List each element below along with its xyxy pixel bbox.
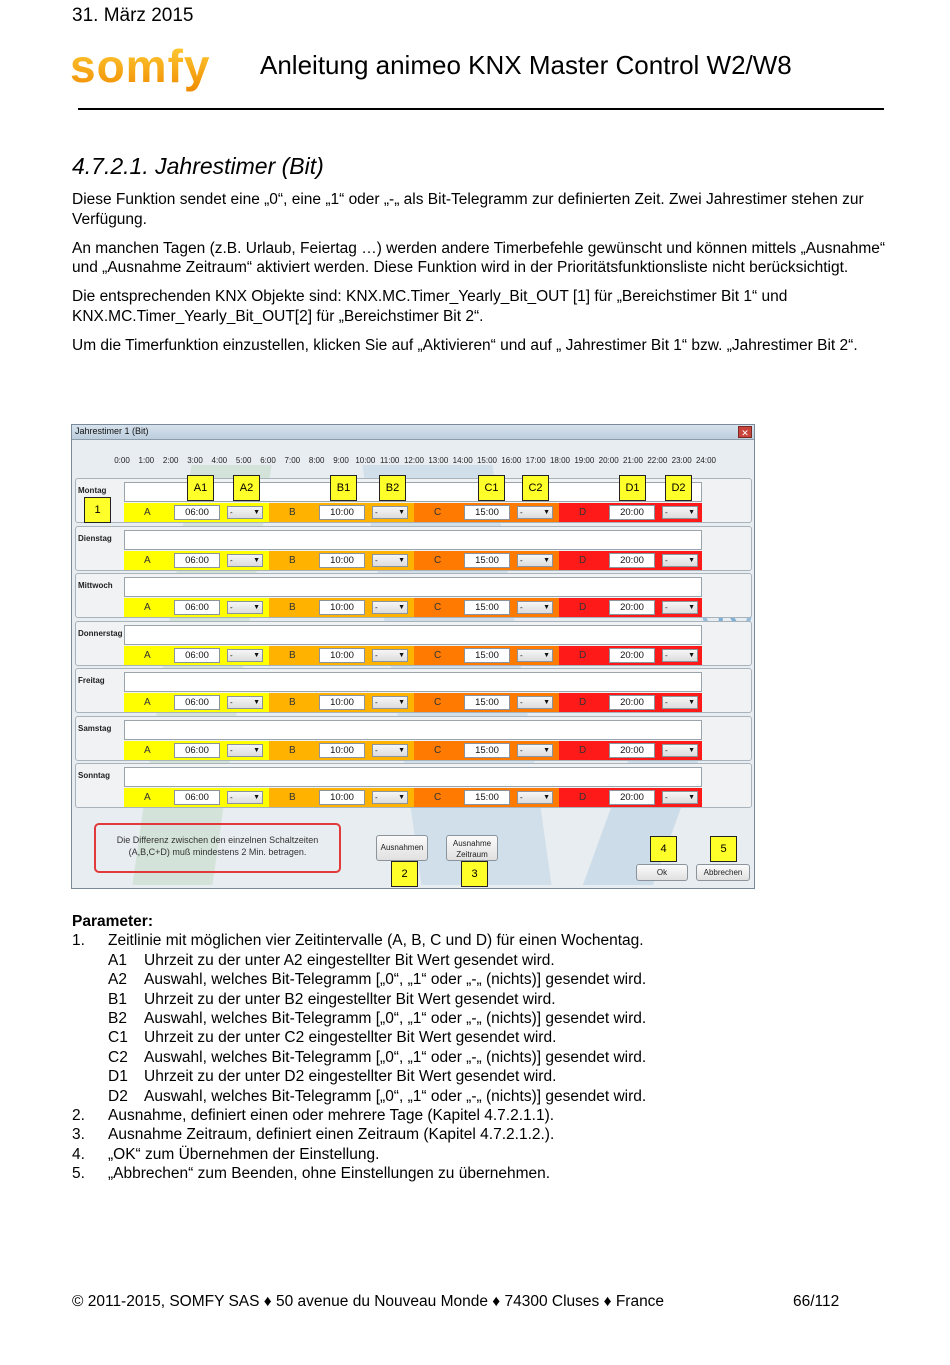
segment-letter: C — [434, 649, 442, 661]
segment-letter: D — [579, 507, 587, 518]
hour-label: 1:00 — [138, 456, 155, 465]
subitem-text: Uhrzeit zu der unter B2 eingestellter Bit Wert gesendet wird. — [144, 990, 556, 1008]
hour-label: 7:00 — [284, 456, 301, 465]
select-value: - — [375, 745, 378, 755]
svg-text:somfy: somfy — [70, 40, 211, 92]
segment-letter: B — [289, 744, 296, 756]
select-value: - — [665, 555, 668, 565]
segment-b — [269, 503, 414, 522]
segment-d — [559, 646, 702, 665]
time-difference-note — [94, 823, 341, 873]
bit-select[interactable] — [227, 696, 263, 709]
bit-select[interactable] — [517, 554, 553, 567]
hour-label: 22:00 — [647, 456, 668, 465]
select-value: - — [665, 508, 668, 517]
segment-a — [124, 551, 269, 570]
segment-letter: D — [579, 554, 587, 566]
item-text: Zeitlinie mit möglichen vier Zeitintervalle (A, B, C und D) für einen Wochentag. — [108, 932, 644, 950]
timeline-bar[interactable] — [124, 672, 702, 692]
bit-select[interactable] — [517, 649, 553, 662]
day-label: Samstag — [78, 723, 112, 733]
chevron-down-icon: ▼ — [253, 651, 260, 659]
segment-a — [124, 598, 269, 617]
chevron-down-icon: ▼ — [398, 699, 405, 706]
abbrechen-button[interactable]: Abbrechen — [696, 864, 750, 881]
hour-label: 21:00 — [622, 456, 644, 465]
select-value: - — [520, 793, 523, 802]
time-input[interactable]: 15:00 — [464, 743, 510, 758]
subitem-text: Uhrzeit zu der unter D2 eingestellter Bit Wert gesendet wird. — [144, 1068, 557, 1086]
time-input[interactable]: 06:00 — [174, 648, 220, 663]
chevron-down-icon: ▼ — [688, 651, 695, 659]
parameter-item — [72, 1145, 892, 1164]
chevron-down-icon: ▼ — [398, 651, 405, 659]
timeline-bar[interactable] — [124, 720, 702, 740]
time-input[interactable]: 06:00 — [174, 600, 220, 615]
segment-letter: A — [144, 602, 151, 613]
segment-a — [124, 646, 269, 665]
chevron-down-icon: ▼ — [688, 509, 695, 516]
select-value: - — [665, 745, 668, 755]
paragraph: Diese Funktion sendet eine „0“, eine „1“ oder „-„ als Bit-Telegramm zur definierten Zeit. Zwei Jahrestimer stehen zur Verfügung. — [72, 191, 864, 228]
parameter-subitem — [72, 970, 892, 989]
parameter-item — [72, 1125, 892, 1144]
ausnahmen-button[interactable]: Ausnahmen — [376, 835, 428, 861]
item-text: „OK“ zum Übernehmen der Einstellung. — [108, 1145, 380, 1163]
chevron-down-icon: ▼ — [253, 746, 260, 754]
bit-select[interactable] — [372, 506, 408, 519]
segment-c — [414, 598, 559, 617]
bit-select[interactable] — [662, 601, 698, 614]
chevron-down-icon: ▼ — [253, 699, 260, 706]
time-input[interactable]: 06:00 — [174, 790, 220, 805]
segment-letter: C — [434, 744, 442, 756]
segment-letter: C — [434, 792, 442, 803]
day-row — [75, 763, 752, 810]
bit-select[interactable] — [662, 506, 698, 519]
document-title: Anleitung animeo KNX Master Control W2/W8 — [260, 50, 792, 80]
parameter-subitem — [72, 1028, 892, 1047]
segment-letter: B — [289, 649, 296, 661]
segment-letter: B — [289, 602, 296, 613]
item-text: Ausnahme Zeitraum, definiert einen Zeitraum (Kapitel 4.7.2.1.2.). — [108, 1126, 555, 1144]
select-value: - — [230, 603, 233, 612]
time-input[interactable]: 06:00 — [174, 743, 220, 758]
time-input[interactable]: 20:00 — [609, 505, 655, 520]
time-input[interactable]: 20:00 — [609, 743, 655, 758]
bit-select[interactable] — [372, 554, 408, 567]
day-label: Mittwoch — [78, 581, 113, 590]
chevron-down-icon: ▼ — [543, 651, 550, 659]
item-number: 1. — [72, 932, 85, 950]
time-input[interactable]: 20:00 — [609, 600, 655, 615]
segment-letter: B — [289, 697, 296, 708]
bit-select[interactable] — [227, 601, 263, 614]
select-value: - — [230, 650, 233, 660]
parameter-list — [72, 912, 892, 1183]
chevron-down-icon: ▼ — [253, 604, 260, 611]
hour-label: 16:00 — [501, 456, 522, 465]
time-input[interactable]: 15:00 — [464, 790, 510, 805]
hour-label: 5:00 — [235, 456, 252, 465]
callout-5: 5 — [710, 836, 737, 862]
time-input[interactable]: 10:00 — [319, 648, 365, 663]
hour-label: 6:00 — [260, 456, 276, 465]
time-input[interactable]: 20:00 — [609, 648, 655, 663]
segment-letter: A — [144, 507, 151, 518]
segment-a — [124, 788, 269, 807]
select-value: - — [375, 555, 378, 565]
segment-letter: D — [579, 792, 587, 803]
chevron-down-icon: ▼ — [398, 556, 405, 564]
segment-letter: A — [144, 744, 151, 756]
day-label: Donnerstag — [78, 628, 123, 638]
header-rule — [78, 108, 884, 110]
segment-c — [414, 646, 559, 665]
segment-letter: B — [289, 792, 296, 803]
timeline-bar[interactable] — [124, 530, 702, 550]
segment-c — [414, 503, 559, 522]
segment-letter: C — [434, 507, 442, 518]
select-value: - — [520, 650, 523, 660]
hour-label: 18:00 — [549, 456, 571, 465]
segment-d — [559, 503, 702, 522]
callout-4: 4 — [650, 836, 677, 862]
select-value: - — [230, 793, 233, 802]
callout-2: 2 — [391, 861, 418, 887]
time-input[interactable]: 15:00 — [464, 505, 510, 520]
segment-letter: A — [144, 697, 151, 708]
hour-label: 19:00 — [574, 456, 595, 465]
bit-select[interactable] — [517, 506, 553, 519]
bit-select[interactable] — [372, 601, 408, 614]
hour-scale — [72, 456, 754, 468]
bit-select[interactable] — [227, 506, 263, 519]
hour-label: 12:00 — [403, 456, 425, 465]
select-value: - — [665, 603, 668, 612]
segment-b — [269, 788, 414, 807]
bit-select[interactable] — [517, 744, 553, 757]
item-number: 2. — [72, 1106, 85, 1124]
hour-label: 0:00 — [114, 456, 130, 465]
chevron-down-icon: ▼ — [543, 509, 550, 516]
bit-select[interactable] — [662, 744, 698, 757]
bit-select[interactable] — [227, 649, 263, 662]
select-value: - — [375, 650, 378, 660]
callout-a2: A2 — [233, 475, 260, 501]
chevron-down-icon: ▼ — [253, 794, 260, 801]
hour-label: 9:00 — [333, 456, 349, 465]
bit-select[interactable] — [517, 791, 553, 804]
parameter-subitem — [72, 1087, 892, 1106]
day-label: Dienstag — [78, 533, 112, 543]
chevron-down-icon: ▼ — [543, 556, 550, 564]
note-line: (A,B,C+D) muß mindestens 2 Min. betragen. — [128, 847, 307, 857]
time-input[interactable]: 15:00 — [464, 695, 510, 710]
chevron-down-icon: ▼ — [543, 746, 550, 754]
window-titlebar — [72, 425, 754, 440]
select-value: - — [520, 508, 523, 517]
bit-select[interactable] — [372, 649, 408, 662]
hour-label: 24:00 — [695, 456, 717, 465]
chevron-down-icon: ▼ — [398, 604, 405, 611]
hour-label: 13:00 — [428, 456, 449, 465]
timer-window-screenshot — [71, 424, 755, 889]
bit-select[interactable] — [517, 601, 553, 614]
somfy-logo — [68, 40, 240, 94]
parameter-heading: Parameter: — [72, 913, 153, 930]
parameter-subitem — [72, 1048, 892, 1067]
segment-b — [269, 693, 414, 712]
day-label: Sonntag — [78, 771, 110, 780]
segment-letter: B — [289, 554, 296, 566]
time-input[interactable]: 10:00 — [319, 553, 365, 568]
select-value: - — [375, 793, 378, 802]
footer-address: © 2011-2015, SOMFY SAS ♦ 50 avenue du Nouveau Monde ♦ 74300 Cluses ♦ France — [72, 1293, 665, 1310]
close-icon[interactable]: ✕ — [738, 426, 752, 438]
select-value: - — [375, 698, 378, 707]
segment-d — [559, 788, 702, 807]
item-number: 3. — [72, 1126, 85, 1144]
bit-select[interactable] — [227, 791, 263, 804]
segment-d — [559, 693, 702, 712]
callout-a1: A1 — [187, 475, 214, 501]
day-label: Montag — [78, 486, 107, 495]
time-input[interactable]: 06:00 — [174, 695, 220, 710]
hour-label: 2:00 — [162, 456, 179, 465]
select-value: - — [375, 603, 378, 612]
chevron-down-icon: ▼ — [253, 556, 260, 564]
segment-d — [559, 598, 702, 617]
time-input[interactable]: 20:00 — [609, 695, 655, 710]
select-value: - — [520, 555, 523, 565]
parameter-subitem — [72, 1009, 892, 1028]
subitem-code: D2 — [108, 1087, 128, 1105]
bit-select[interactable] — [662, 649, 698, 662]
segment-c — [414, 788, 559, 807]
hour-label: 8:00 — [308, 456, 325, 465]
segment-letter: C — [434, 602, 442, 613]
button-label: Ausnahme — [452, 839, 492, 848]
window-title: Jahrestimer 1 (Bit) — [75, 426, 149, 436]
segment-a — [124, 503, 269, 522]
item-text: „Abbrechen“ zum Beenden, ohne Einstellungen zu übernehmen. — [108, 1165, 551, 1183]
paragraph: Um die Timerfunktion einzustellen, klicken Sie auf „Aktivieren“ und auf „ Jahrestimer Bit 1“ bzw. „Jahrestimer Bit 2“. — [72, 336, 858, 354]
time-input[interactable]: 10:00 — [319, 505, 365, 520]
time-input[interactable]: 10:00 — [319, 743, 365, 758]
button-label: Zeitraum — [456, 850, 488, 859]
hour-label: 15:00 — [476, 456, 498, 465]
select-value: - — [230, 508, 233, 517]
select-value: - — [375, 508, 378, 517]
callout-1: 1 — [84, 497, 111, 523]
day-row — [75, 478, 752, 525]
parameter-item — [72, 931, 892, 950]
hour-label: 17:00 — [525, 456, 546, 465]
time-input[interactable]: 06:00 — [174, 505, 220, 520]
segment-letter: A — [144, 792, 151, 803]
chevron-down-icon: ▼ — [543, 604, 550, 611]
subitem-code: C2 — [108, 1048, 128, 1066]
subitem-code: A1 — [108, 951, 127, 969]
paragraph: Die entsprechenden KNX Objekte sind: KNX.MC.Timer_Yearly_Bit_OUT [1] für „Bereichstimer Bit 1“ und KNX.MC.Timer_Yearly_Bit_OUT[2] für „Bereichstimer Bit 2“. — [72, 288, 788, 325]
segment-letter: A — [144, 554, 151, 566]
select-value: - — [520, 603, 523, 612]
time-input[interactable]: 10:00 — [319, 790, 365, 805]
callout-b2: B2 — [379, 475, 406, 501]
chevron-down-icon: ▼ — [543, 794, 550, 801]
bit-select[interactable] — [372, 696, 408, 709]
chevron-down-icon: ▼ — [253, 509, 260, 516]
segment-letter: A — [144, 649, 151, 661]
subitem-code: B2 — [108, 1009, 127, 1027]
parameter-subitem — [72, 951, 892, 970]
segment-d — [559, 551, 702, 570]
segment-d — [559, 741, 702, 760]
hour-label: 20:00 — [598, 456, 619, 465]
subitem-text: Auswahl, welches Bit-Telegramm [„0“, „1“ oder „-„ (nichts)] gesendet wird. — [144, 1087, 647, 1105]
day-row — [75, 716, 752, 763]
document-date: 31. März 2015 — [72, 5, 194, 26]
chevron-down-icon: ▼ — [543, 699, 550, 706]
bit-select[interactable] — [372, 791, 408, 804]
segment-c — [414, 693, 559, 712]
hour-label: 4:00 — [211, 456, 228, 465]
callout-3: 3 — [461, 861, 488, 887]
time-input[interactable]: 15:00 — [464, 648, 510, 663]
select-value: - — [230, 698, 233, 707]
parameter-subitem — [72, 1067, 892, 1086]
select-value: - — [520, 745, 523, 755]
subitem-code: C1 — [108, 1029, 128, 1047]
callout-b1: B1 — [330, 475, 357, 501]
parameter-item — [72, 1164, 892, 1183]
segment-letter: C — [434, 554, 442, 566]
time-input[interactable]: 15:00 — [464, 553, 510, 568]
hour-label: 3:00 — [187, 456, 203, 465]
bit-select[interactable] — [662, 696, 698, 709]
segment-letter: B — [289, 507, 296, 518]
chevron-down-icon: ▼ — [688, 604, 695, 611]
segment-c — [414, 551, 559, 570]
segment-letter: D — [579, 649, 587, 661]
time-input[interactable]: 15:00 — [464, 600, 510, 615]
callout-c1: C1 — [478, 475, 505, 501]
subitem-text: Uhrzeit zu der unter C2 eingestellter Bit Wert gesendet wird. — [144, 1029, 557, 1047]
chevron-down-icon: ▼ — [688, 699, 695, 706]
select-value: - — [230, 555, 233, 565]
day-label: Freitag — [78, 676, 105, 685]
paragraph: An manchen Tagen (z.B. Urlaub, Feiertag …) werden andere Timerbefehle gewünscht und können mittels „Ausnahme“ und „Ausnahme Zeitraum“ aktiviert werden. Diese Funktion wird in der Prioritätsfunktionsliste nicht berücksichtigt. — [72, 239, 886, 276]
subitem-code: A2 — [108, 971, 127, 989]
chevron-down-icon: ▼ — [398, 746, 405, 754]
hour-label: 10:00 — [355, 456, 376, 465]
timeline-bar[interactable] — [124, 767, 702, 787]
segment-a — [124, 693, 269, 712]
time-input[interactable]: 20:00 — [609, 553, 655, 568]
chevron-down-icon: ▼ — [398, 509, 405, 516]
segment-c — [414, 741, 559, 760]
select-value: - — [520, 698, 523, 707]
segment-letter: D — [579, 602, 587, 613]
callout-d1: D1 — [619, 475, 646, 501]
segment-a — [124, 741, 269, 760]
body-text — [72, 190, 887, 365]
segment-letter: C — [434, 697, 442, 708]
bit-select[interactable] — [662, 554, 698, 567]
bit-select[interactable] — [227, 744, 263, 757]
item-number: 4. — [72, 1145, 85, 1163]
parameter-subitem — [72, 990, 892, 1009]
callout-c2: C2 — [522, 475, 549, 501]
day-row — [75, 668, 752, 715]
bit-select[interactable] — [517, 696, 553, 709]
segment-letter: D — [579, 697, 587, 708]
callout-d2: D2 — [665, 475, 692, 501]
hour-label: 23:00 — [671, 456, 692, 465]
bit-select[interactable] — [662, 791, 698, 804]
day-row — [75, 621, 752, 668]
timeline-bar[interactable] — [124, 625, 702, 645]
hour-label: 14:00 — [452, 456, 473, 465]
segment-letter: D — [579, 744, 587, 756]
segment-b — [269, 646, 414, 665]
segment-b — [269, 551, 414, 570]
time-input[interactable]: 20:00 — [609, 790, 655, 805]
subitem-text: Auswahl, welches Bit-Telegramm [„0“, „1“ oder „-„ (nichts)] gesendet wird. — [144, 971, 647, 989]
select-value: - — [230, 745, 233, 755]
time-input[interactable]: 10:00 — [319, 600, 365, 615]
bit-select[interactable] — [227, 554, 263, 567]
ok-button[interactable]: Ok — [636, 864, 688, 881]
segment-b — [269, 741, 414, 760]
item-number: 5. — [72, 1165, 85, 1183]
item-text: Ausnahme, definiert einen oder mehrere Tage (Kapitel 4.7.2.1.1). — [108, 1106, 555, 1124]
subitem-code: D1 — [108, 1068, 128, 1086]
subitem-text: Auswahl, welches Bit-Telegramm [„0“, „1“ oder „-„ (nichts)] gesendet wird. — [144, 1009, 647, 1027]
chevron-down-icon: ▼ — [688, 556, 695, 564]
section-title: 4.7.2.1. Jahrestimer (Bit) — [72, 153, 324, 179]
page-number: 66/112 — [793, 1293, 840, 1310]
parameter-item — [72, 1106, 892, 1125]
day-row — [75, 526, 752, 573]
segment-b — [269, 598, 414, 617]
subitem-text: Auswahl, welches Bit-Telegramm [„0“, „1“ oder „-„ (nichts)] gesendet wird. — [144, 1048, 647, 1066]
hour-label: 11:00 — [379, 456, 400, 465]
chevron-down-icon: ▼ — [688, 746, 695, 754]
chevron-down-icon: ▼ — [398, 794, 405, 801]
select-value: - — [665, 793, 668, 802]
note-line: Die Differenz zwischen den einzelnen Schaltzeiten — [116, 835, 319, 845]
timeline-bar[interactable] — [124, 577, 702, 597]
time-input[interactable]: 06:00 — [174, 553, 220, 568]
day-row — [75, 573, 752, 620]
ausnahme-zeitraum-button[interactable] — [446, 835, 498, 861]
subitem-text: Uhrzeit zu der unter A2 eingestellter Bit Wert gesendet wird. — [144, 951, 555, 969]
time-input[interactable]: 10:00 — [319, 695, 365, 710]
subitem-code: B1 — [108, 990, 127, 1008]
select-value: - — [665, 698, 668, 707]
chevron-down-icon: ▼ — [688, 794, 695, 801]
bit-select[interactable] — [372, 744, 408, 757]
select-value: - — [665, 650, 668, 660]
